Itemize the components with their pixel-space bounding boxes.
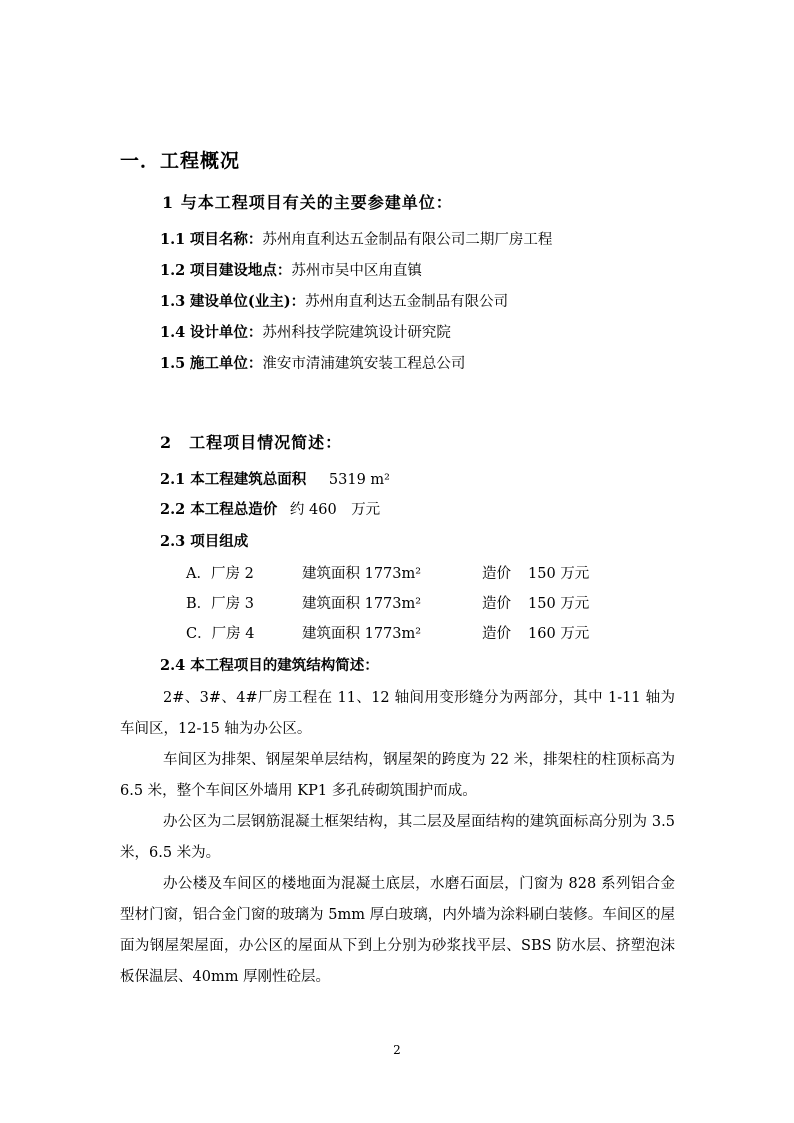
section-1-subtitle: 1 与本工程项目有关的主要参建单位： <box>162 193 453 212</box>
item-1-2-value: 苏州市吴中区甪直镇 <box>291 263 422 279</box>
building-row <box>186 622 589 643</box>
item-1-4-value: 苏州科技学院建筑设计研究院 <box>262 325 451 341</box>
item-1-3-label: 建设单位(业主)： <box>189 293 306 310</box>
item-1-1 <box>160 228 552 249</box>
structure-description <box>120 683 675 993</box>
structure-label-text: 2.4 本工程项目的建筑结构简述： <box>160 657 379 674</box>
item-1-5-label: 施工单位： <box>189 355 263 372</box>
item-1-4 <box>160 321 451 342</box>
section-1-title: 一．工程概况 <box>120 150 241 172</box>
building-row <box>186 592 589 613</box>
item-1-4-label: 设计单位： <box>189 324 263 341</box>
structure-label <box>160 654 379 675</box>
building-area: 建筑面积 1773m² <box>302 566 422 582</box>
paragraph: 办公区为二层钢筋混凝土框架结构，其二层及屋面结构的建筑面标高分别为 3.5 米，6.5 米为。 <box>120 814 675 861</box>
item-1-4-num: 1.4 <box>160 324 186 341</box>
item-1-5 <box>160 352 465 373</box>
total-area-value: 5319 m² <box>328 472 390 488</box>
building-name: A．厂房 2 <box>186 566 254 582</box>
total-cost-label: 2.2 本工程总造价 <box>160 501 278 518</box>
paragraph: 办公楼及车间区的楼地面为混凝土底层，水磨石面层，门窗为 828 系列铝合金型材门窗，铝合金门窗的玻璃为 5mm 厚白玻璃，内外墙为涂料刷白装修。车间区的屋面为钢屋架屋面，办公区的屋面从下到上分别为砂浆找平层、SBS 防水层、挤塑泡沫板保温层、40mm 厚刚性砼层。 <box>120 876 675 985</box>
item-1-3-num: 1.3 <box>160 293 186 310</box>
building-cost-label: 造价 <box>482 596 511 612</box>
page-number: 2 <box>393 1043 401 1057</box>
total-cost-line <box>160 498 380 519</box>
total-cost-value: 约 460 万元 <box>289 502 381 518</box>
item-1-2-num: 1.2 <box>160 262 186 279</box>
composition-label <box>160 530 248 551</box>
item-1-1-label: 项目名称： <box>189 231 263 248</box>
paragraph: 车间区为排架、钢屋架单层结构，钢屋架的跨度为 22 米，排架柱的柱顶标高为 6.5 米，整个车间区外墙用 KP1 多孔砖砌筑围护而成。 <box>120 752 675 799</box>
total-area-line <box>160 468 390 489</box>
building-cost: 160 万元 <box>528 626 590 642</box>
item-1-2 <box>160 259 422 280</box>
building-cost: 150 万元 <box>528 566 590 582</box>
paragraph: 2#、3#、4#厂房工程在 11、12 轴间用变形缝分为两部分，其中 1-11 轴为车间区，12-15 轴为办公区。 <box>120 690 675 737</box>
item-1-1-value: 苏州甪直利达五金制品有限公司二期厂房工程 <box>262 232 553 248</box>
item-1-1-num: 1.1 <box>160 231 186 248</box>
section-2-title: 2 工程项目情况简述： <box>160 433 343 452</box>
item-1-5-value: 淮安市清浦建筑安装工程总公司 <box>262 356 466 372</box>
building-area: 建筑面积 1773m² <box>302 596 422 612</box>
building-area: 建筑面积 1773m² <box>302 626 422 642</box>
building-cost-label: 造价 <box>482 566 511 582</box>
total-area-label: 2.1 本工程建筑总面积 <box>160 471 307 488</box>
building-cost: 150 万元 <box>528 596 590 612</box>
item-1-2-label: 项目建设地点： <box>189 262 292 279</box>
item-1-3-value: 苏州甪直利达五金制品有限公司 <box>305 294 509 310</box>
building-name: C．厂房 4 <box>186 626 255 642</box>
building-name: B．厂房 3 <box>186 596 254 612</box>
building-cost-label: 造价 <box>482 626 511 642</box>
item-1-5-num: 1.5 <box>160 355 186 372</box>
building-row <box>186 562 589 583</box>
item-1-3 <box>160 290 508 311</box>
composition-label-text: 2.3 项目组成 <box>160 533 249 550</box>
